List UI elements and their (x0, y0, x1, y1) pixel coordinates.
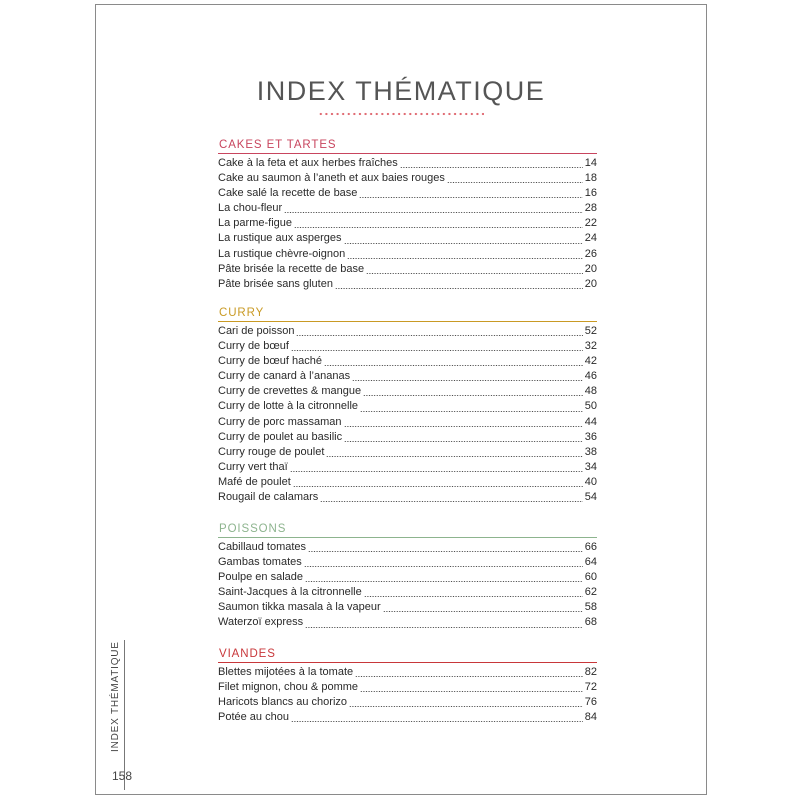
dot-leader (293, 475, 583, 490)
index-entry (218, 384, 597, 399)
running-header-vertical: INDEX THÉMATIQUE (110, 641, 121, 752)
section-cakes-et-tartes (218, 137, 597, 292)
entry-title: Cake salé la recette de base (218, 187, 358, 200)
section-rule (218, 321, 597, 322)
index-entry (218, 430, 597, 445)
entry-page-number: 76 (584, 696, 597, 709)
dot-leader (359, 186, 582, 201)
dot-leader (291, 710, 583, 725)
entry-page-number: 68 (584, 616, 597, 629)
entry-page-number: 14 (584, 157, 597, 169)
index-entry (218, 475, 597, 490)
entry-page-number: 32 (584, 340, 597, 353)
index-entry (218, 490, 597, 505)
dot-leader (320, 490, 582, 505)
index-entry (218, 445, 597, 460)
dot-leader (400, 156, 583, 171)
section-heading: VIANDES (219, 648, 276, 660)
index-entry (218, 156, 597, 171)
index-entry (218, 369, 597, 384)
index-entry (218, 615, 597, 630)
entry-title: Curry de canard à l’ananas (218, 370, 351, 383)
section-heading: CURRY (219, 307, 265, 319)
title-dotted-ornament (318, 112, 484, 116)
index-entry (218, 324, 597, 339)
entry-page-number: 50 (584, 400, 597, 413)
dot-leader (360, 680, 583, 695)
dot-leader (284, 201, 583, 216)
index-entry (218, 540, 597, 555)
entry-title: Curry de bœuf (218, 340, 289, 353)
entry-title: Curry de crevettes & mangue (218, 385, 362, 398)
entry-title: Saumon tikka masala à la vapeur (218, 601, 381, 614)
index-entry (218, 231, 597, 246)
entry-title: Rougail de calamars (218, 491, 319, 504)
entry-title: Cake à la feta et aux herbes fraîches (218, 157, 398, 169)
dot-leader (291, 339, 583, 354)
entry-page-number: 64 (584, 556, 597, 569)
side-divider (124, 640, 125, 790)
dot-leader (326, 445, 582, 460)
entry-title: Gambas tomates (218, 556, 302, 569)
entry-page-number: 42 (584, 355, 597, 368)
dot-leader (296, 324, 582, 339)
entry-page-number: 66 (584, 541, 597, 553)
dot-leader (344, 231, 583, 246)
entry-page-number: 52 (584, 325, 597, 337)
dot-leader (344, 430, 583, 445)
dot-leader (294, 216, 583, 231)
dot-leader (304, 555, 583, 570)
entry-title: Saint-Jacques à la citronnelle (218, 586, 362, 599)
entry-page-number: 20 (584, 277, 597, 290)
dot-leader (366, 262, 583, 277)
entry-title: Cake au saumon à l’aneth et aux baies rouges (218, 172, 445, 185)
entry-title: Mafé de poulet (218, 475, 291, 488)
dot-leader (305, 570, 583, 585)
entry-page-number: 44 (584, 415, 597, 428)
index-entry (218, 585, 597, 600)
entry-page-number: 84 (584, 711, 597, 724)
dot-leader (347, 247, 583, 262)
entry-title: Curry de poulet au basilic (218, 430, 343, 443)
dot-leader (324, 354, 583, 369)
entry-page-number: 58 (584, 601, 597, 614)
entry-title: Curry de bœuf haché (218, 355, 322, 368)
entry-title: Curry de lotte à la citronnelle (218, 400, 359, 413)
entry-title: Pâte brisée sans gluten (218, 277, 333, 290)
index-entry (218, 201, 597, 216)
entry-title: La parme-figue (218, 217, 292, 230)
entry-page-number: 82 (584, 666, 597, 678)
index-entry (218, 695, 597, 710)
entry-page-number: 34 (584, 460, 597, 473)
entry-title: Cari de poisson (218, 325, 295, 337)
dot-leader (383, 600, 583, 615)
section-rule (218, 662, 597, 663)
entry-page-number: 26 (584, 247, 597, 260)
dot-leader (355, 665, 583, 680)
entry-title: Cabillaud tomates (218, 541, 307, 553)
dot-leader (360, 399, 583, 414)
section-poissons (218, 521, 597, 631)
dot-leader (447, 171, 583, 186)
index-entry (218, 186, 597, 201)
section-viandes (218, 646, 597, 725)
entry-title: Filet mignon, chou & pomme (218, 681, 359, 694)
entry-title: Haricots blancs au chorizo (218, 696, 348, 709)
index-entry (218, 277, 597, 292)
dot-leader (363, 384, 583, 399)
entry-title: La chou-fleur (218, 202, 283, 215)
entry-page-number: 18 (584, 172, 597, 185)
entry-page-number: 60 (584, 571, 597, 584)
index-entry (218, 262, 597, 277)
entry-page-number: 62 (584, 586, 597, 599)
index-entry (218, 171, 597, 186)
entry-page-number: 24 (584, 232, 597, 245)
index-entry (218, 247, 597, 262)
entry-title: Blettes mijotées à la tomate (218, 666, 354, 678)
dot-leader (335, 277, 583, 292)
dot-leader (308, 540, 583, 555)
index-entry (218, 555, 597, 570)
dot-leader (352, 369, 583, 384)
entry-title: Potée au chou (218, 711, 289, 724)
index-entry (218, 339, 597, 354)
index-entry (218, 399, 597, 414)
entry-page-number: 48 (584, 385, 597, 398)
index-entry (218, 354, 597, 369)
entry-page-number: 72 (584, 681, 597, 694)
section-curry (218, 305, 597, 505)
index-entry (218, 665, 597, 680)
entry-page-number: 20 (584, 262, 597, 275)
index-entry (218, 570, 597, 585)
entry-page-number: 16 (584, 187, 597, 200)
index-entry (218, 600, 597, 615)
dot-leader (290, 460, 583, 475)
index-entry (218, 460, 597, 475)
entry-title: Curry vert thaï (218, 460, 288, 473)
entry-title: Pâte brisée la recette de base (218, 262, 365, 275)
entry-title: Curry de porc massaman (218, 415, 342, 428)
entry-title: La rustique chèvre-oignon (218, 247, 346, 260)
index-entry (218, 710, 597, 725)
entry-page-number: 22 (584, 217, 597, 230)
entry-page-number: 54 (584, 491, 597, 504)
index-entry (218, 415, 597, 430)
entry-page-number: 36 (584, 430, 597, 443)
section-rule (218, 537, 597, 538)
entry-title: La rustique aux asperges (218, 232, 342, 245)
entry-page-number: 28 (584, 202, 597, 215)
entry-page-number: 40 (584, 475, 597, 488)
dot-leader (349, 695, 583, 710)
dot-leader (364, 585, 583, 600)
entry-page-number: 38 (584, 445, 597, 458)
section-heading: CAKES ET TARTES (219, 139, 337, 151)
entry-title: Waterzoï express (218, 616, 304, 629)
section-rule (218, 153, 597, 154)
page-title: INDEX THÉMATIQUE (256, 76, 546, 106)
index-entry (218, 680, 597, 695)
entry-title: Curry rouge de poulet (218, 445, 325, 458)
entry-page-number: 46 (584, 370, 597, 383)
dot-leader (305, 615, 583, 630)
section-heading: POISSONS (219, 523, 287, 535)
page-number: 158 (112, 769, 133, 783)
index-entry (218, 216, 597, 231)
dot-leader (344, 415, 583, 430)
entry-title: Poulpe en salade (218, 571, 304, 584)
